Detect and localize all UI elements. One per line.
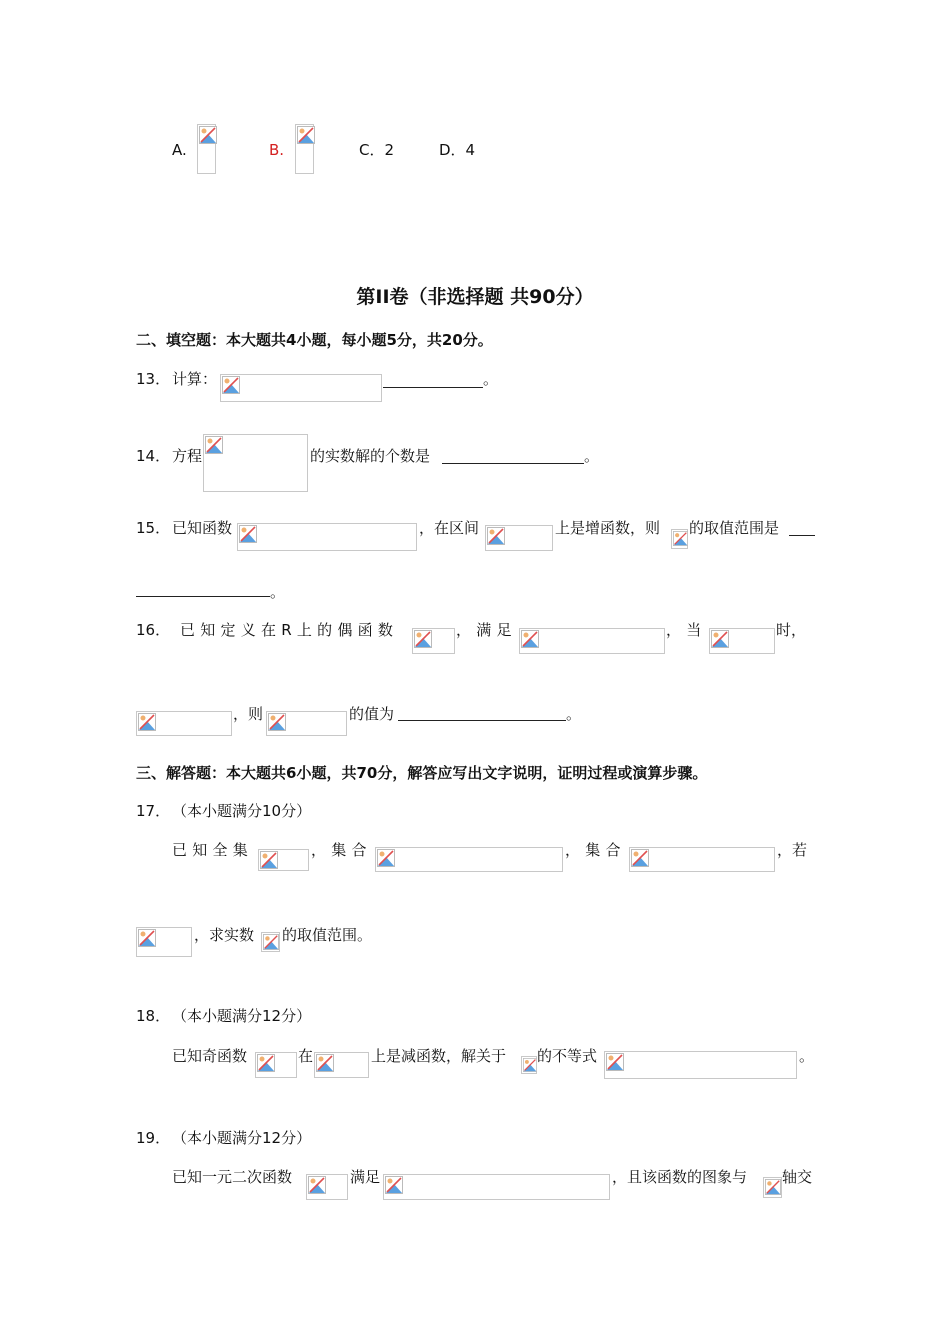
formula-image [383,1174,610,1200]
formula-image [314,1052,369,1078]
question-text: ，在区间 [419,519,480,537]
broken-image-icon [138,713,156,731]
formula-image [136,927,192,957]
question-text: 已知一元二次函数 [172,1168,293,1186]
question-number: 16． [136,621,171,639]
answer-blank[interactable] [383,387,483,388]
choice-c: C．2 [359,141,395,159]
question-text: 已知函数 [172,519,233,537]
broken-image-icon [377,849,395,867]
question-end: 。 [584,447,600,465]
question-text: ，集合 [311,841,372,859]
broken-image-icon [487,527,505,545]
question-score: （本小题满分10分） [172,802,312,820]
question-end: 。 [483,370,499,388]
broken-image-icon [263,934,279,950]
broken-image-icon [385,1176,403,1194]
broken-image-icon [260,851,278,869]
formula-image [203,434,308,492]
question-text: ，当 [666,621,707,639]
choice-a: A. [172,141,187,159]
formula-image [306,1174,348,1200]
question-number: 14． [136,447,171,465]
formula-image [197,124,216,174]
formula-image [375,847,563,872]
question-number: 17． [136,802,171,820]
broken-image-icon [138,929,156,947]
formula-image [519,628,665,654]
question-text: 在 [298,1047,314,1065]
broken-image-icon [521,630,539,648]
question-text: ，集合 [565,841,626,859]
question-number: 15． [136,519,171,537]
formula-image [671,529,688,549]
question-text: 已知全集 [172,841,254,859]
formula-image [266,711,347,736]
broken-image-icon [239,525,257,543]
answer-blank[interactable] [789,535,815,536]
question-text: 已知奇函数 [172,1047,248,1065]
formula-image [629,847,775,872]
formula-image [255,1052,297,1078]
question-text: 的不等式 [537,1047,598,1065]
question-score: （本小题满分12分） [172,1007,312,1025]
formula-image [604,1051,797,1079]
question-number: 13． [136,370,171,388]
formula-image [763,1177,782,1198]
formula-image [237,523,417,551]
formula-image [261,932,280,952]
question-text: 方程 [172,447,203,465]
broken-image-icon [631,849,649,867]
broken-image-icon [199,126,217,144]
broken-image-icon [316,1054,334,1072]
broken-image-icon [765,1179,781,1195]
question-text: 已知定义在R上的偶函数 [180,621,399,639]
question-text: 计算： [172,370,218,388]
question-score: （本小题满分12分） [172,1129,312,1147]
question-text: 上是增函数，则 [555,519,661,537]
formula-image [521,1056,537,1074]
broken-image-icon [205,436,223,454]
question-text: 轴交 [782,1168,813,1186]
broken-image-icon [308,1176,326,1194]
formula-image [709,628,775,654]
question-text: ，且该函数的图象与 [612,1168,748,1186]
question-text: 上是减函数，解关于 [371,1047,507,1065]
broken-image-icon [268,713,286,731]
answer-blank[interactable] [398,720,566,721]
broken-image-icon [414,630,432,648]
section-heading: 三、解答题：本大题共6小题，共70分，解答应写出文字说明，证明过程或演算步骤。 [136,764,708,782]
question-text: 时， [776,621,807,639]
broken-image-icon [606,1053,624,1071]
choice-b: B. [269,141,285,159]
question-text: 的取值范围。 [282,926,373,944]
formula-image [485,525,553,551]
formula-image [295,124,314,174]
formula-image [220,374,382,402]
question-text: 的值为 [349,705,395,723]
broken-image-icon [673,531,688,546]
question-end: 。 [270,583,286,601]
question-text: 的实数解的个数是 [310,447,431,465]
question-text: ，满足 [456,621,517,639]
question-number: 18． [136,1007,171,1025]
formula-image [258,849,309,871]
question-text: 的取值范围是 [689,519,780,537]
broken-image-icon [222,376,240,394]
question-end: 。 [799,1047,815,1065]
broken-image-icon [523,1058,537,1072]
question-text: ，求实数 [194,926,255,944]
formula-image [136,711,232,736]
question-end: 。 [566,705,582,723]
question-text: 满足 [350,1168,381,1186]
question-text: ，则 [233,705,264,723]
broken-image-icon [257,1054,275,1072]
question-number: 19． [136,1129,171,1147]
formula-image [412,628,455,654]
broken-image-icon [297,126,315,144]
answer-blank[interactable] [442,463,584,464]
choice-d: D．4 [439,141,476,159]
section-heading: 二、填空题：本大题共4小题，每小题5分，共20分。 [136,331,493,349]
broken-image-icon [711,630,729,648]
answer-blank[interactable] [136,596,270,597]
question-text: ，若 [777,841,808,859]
section-title: 第II卷（非选择题 共90分） [356,286,594,308]
